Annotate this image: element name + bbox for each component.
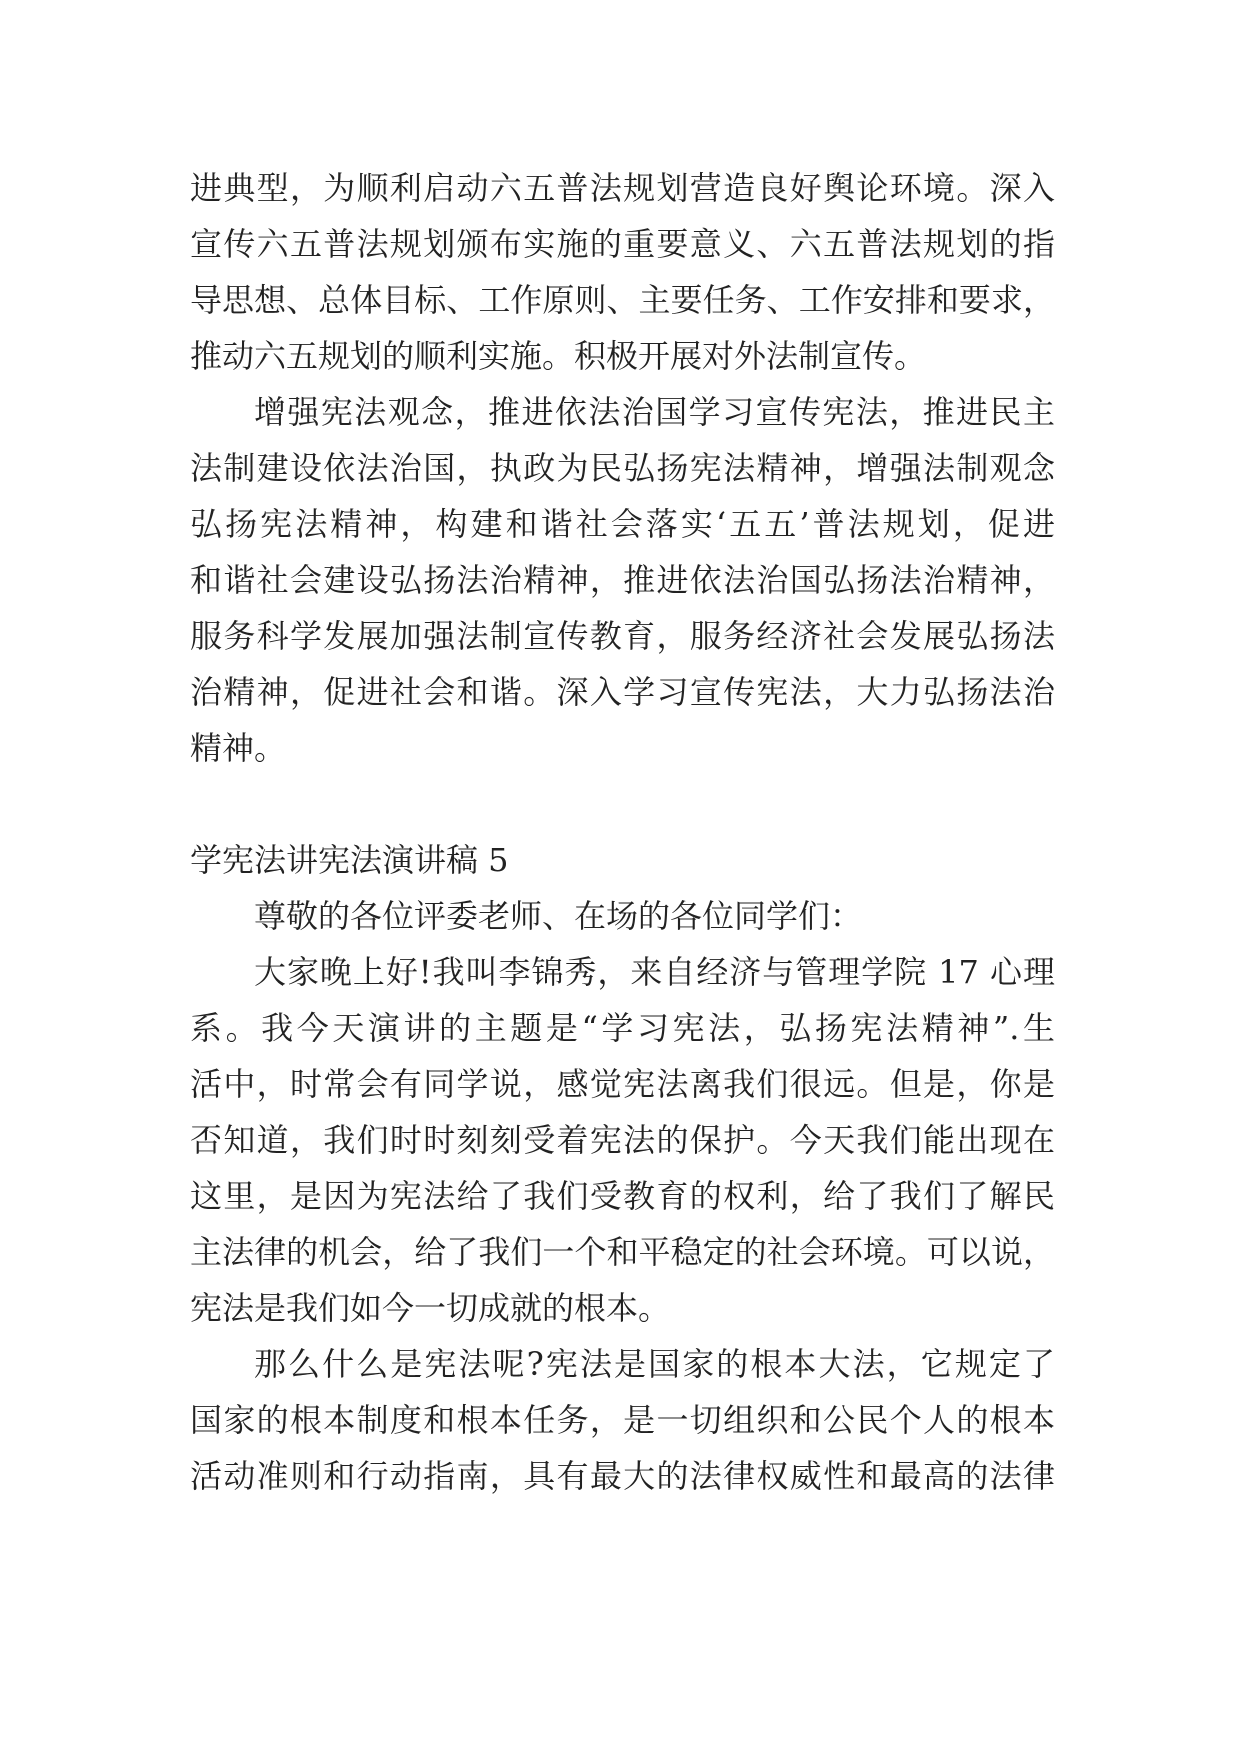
document-body (190, 160, 1055, 1504)
text-line: 服务科学发展加强法制宣传教育，服务经济社会发展弘扬法 (190, 617, 1055, 655)
text-line: 精神。 (190, 729, 287, 767)
text-line: 大家晚上好!我叫李锦秀，来自经济与管理学院 17 心理 (254, 953, 1055, 991)
paragraph (190, 384, 1055, 776)
blank-line (190, 776, 1055, 832)
text-line: 主法律的机会，给了我们一个和平稳定的社会环境。可以说， (190, 1233, 1055, 1271)
text-line: 这里，是因为宪法给了我们受教育的权利，给了我们了解民 (190, 1177, 1055, 1215)
text-line: 活中，时常会有同学说，感觉宪法离我们很远。但是，你是 (190, 1065, 1055, 1103)
text-line: 国家的根本制度和根本任务，是一切组织和公民个人的根本 (190, 1401, 1055, 1439)
text-line: 治精神，促进社会和谐。深入学习宣传宪法，大力弘扬法治 (190, 673, 1055, 711)
section-heading: 学宪法讲宪法演讲稿 5 (190, 841, 509, 879)
salutation: 尊敬的各位评委老师、在场的各位同学们： (254, 897, 863, 935)
text-line: 否知道，我们时时刻刻受着宪法的保护。今天我们能出现在 (190, 1121, 1055, 1159)
text-line: 宣传六五普法规划颁布实施的重要意义、六五普法规划的指 (190, 225, 1055, 263)
text-line: 宪法是我们如今一切成就的根本。 (190, 1289, 671, 1327)
text-line: 那么什么是宪法呢?宪法是国家的根本大法，它规定了 (254, 1345, 1055, 1383)
paragraph (190, 160, 1055, 384)
text-line: 进典型，为顺利启动六五普法规划营造良好舆论环境。深入 (190, 169, 1055, 207)
text-line: 活动准则和行动指南，具有最大的法律权威性和最高的法律 (190, 1457, 1055, 1495)
text-line: 弘扬宪法精神，构建和谐社会落实‘五五’普法规划，促进 (190, 505, 1055, 543)
text-line: 系。我今天演讲的主题是“学习宪法，弘扬宪法精神”.生 (190, 1009, 1055, 1047)
text-line: 增强宪法观念，推进依法治国学习宣传宪法，推进民主 (254, 393, 1055, 431)
text-line: 法制建设依法治国，执政为民弘扬宪法精神，增强法制观念 (190, 449, 1055, 487)
paragraph (190, 944, 1055, 1336)
text-line: 推动六五规划的顺利实施。积极开展对外法制宣传。 (190, 337, 927, 375)
text-line: 和谐社会建设弘扬法治精神，推进依法治国弘扬法治精神， (190, 561, 1055, 599)
text-line: 导思想、总体目标、工作原则、主要任务、工作安排和要求， (190, 281, 1055, 319)
paragraph (190, 1336, 1055, 1504)
